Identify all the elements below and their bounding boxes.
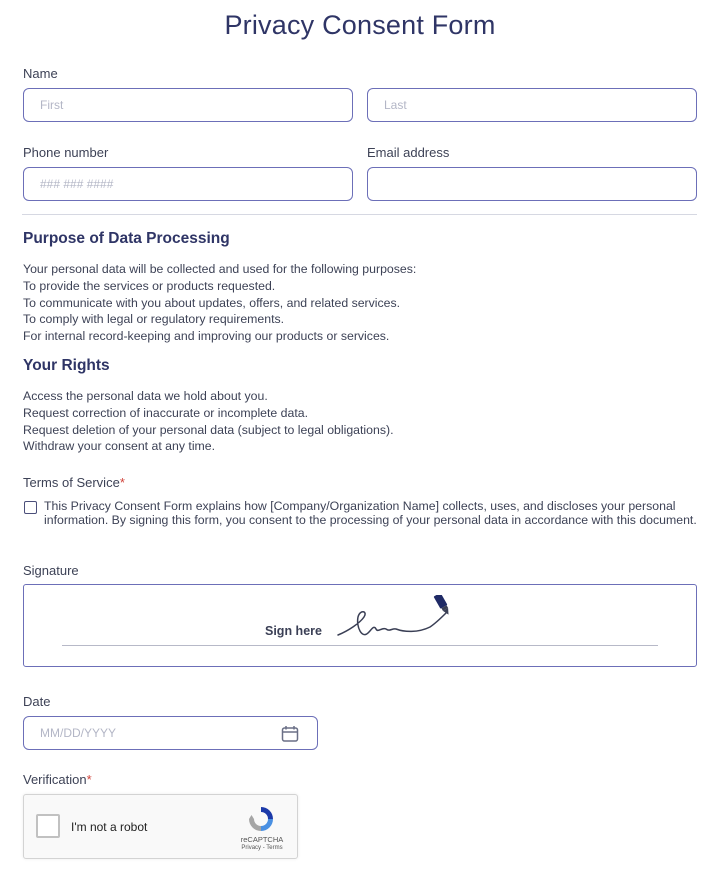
recaptcha-checkbox[interactable] [36, 814, 60, 838]
purpose-line: To comply with legal or regulatory requirements. [23, 312, 285, 327]
last-name-placeholder: Last [384, 98, 407, 112]
required-mark: * [119, 475, 125, 490]
purpose-line: For internal record-keeping and improving our products or services. [23, 329, 390, 344]
recaptcha-links[interactable]: Privacy - Terms [241, 845, 283, 851]
rights-line: Request correction of inaccurate or incomplete data. [23, 405, 309, 420]
last-name-input[interactable] [367, 88, 697, 122]
pen-icon [334, 595, 474, 645]
rights-heading: Your Rights [23, 357, 110, 374]
phone-input[interactable] [23, 167, 353, 201]
sign-here-prompt: Sign here [265, 624, 322, 638]
purpose-text [23, 261, 416, 345]
date-input[interactable] [23, 716, 318, 750]
rights-line: Withdraw your consent at any time. [23, 439, 216, 454]
name-label: Name [23, 66, 58, 81]
signature-label: Signature [23, 563, 79, 578]
signature-pad[interactable] [23, 584, 697, 667]
email-input[interactable] [367, 167, 697, 201]
first-name-input[interactable] [23, 88, 353, 122]
phone-label: Phone number [23, 145, 109, 160]
calendar-icon[interactable] [281, 725, 299, 743]
purpose-heading: Purpose of Data Processing [23, 230, 230, 247]
email-label: Email address [367, 145, 450, 160]
rights-line: Request deletion of your personal data (subject to legal obligations). [23, 422, 394, 437]
date-placeholder: MM/DD/YYYY [40, 726, 117, 740]
form-title: Privacy Consent Form [224, 10, 496, 40]
recaptcha-logo-icon [246, 804, 276, 834]
phone-placeholder: ### ### #### [40, 177, 114, 191]
signature-line [62, 645, 658, 646]
terms-text: This Privacy Consent Form explains how [Company/Organization Name] collects, uses, and discloses your personal information. By signing this form, you consent to the processing of your personal data in accordance with this document. [44, 499, 697, 527]
rights-text [23, 388, 394, 455]
terms-label-text: Terms of Service [23, 475, 120, 490]
date-label: Date [23, 694, 51, 709]
terms-label [23, 475, 125, 490]
section-divider [22, 214, 697, 215]
verification-label [23, 772, 92, 787]
rights-line: Access the personal data we hold about you. [23, 389, 268, 403]
terms-checkbox[interactable] [24, 501, 37, 514]
verification-label-text: Verification [23, 772, 87, 787]
first-name-placeholder: First [40, 98, 64, 112]
purpose-line: To provide the services or products requested. [23, 278, 276, 293]
purpose-line: Your personal data will be collected and used for the following purposes: [23, 262, 417, 276]
recaptcha-text: I'm not a robot [71, 820, 148, 834]
recaptcha-widget [23, 794, 298, 859]
purpose-line: To communicate with you about updates, offers, and related services. [23, 295, 401, 310]
required-mark: * [86, 772, 92, 787]
recaptcha-brand: reCAPTCHA [240, 835, 284, 844]
